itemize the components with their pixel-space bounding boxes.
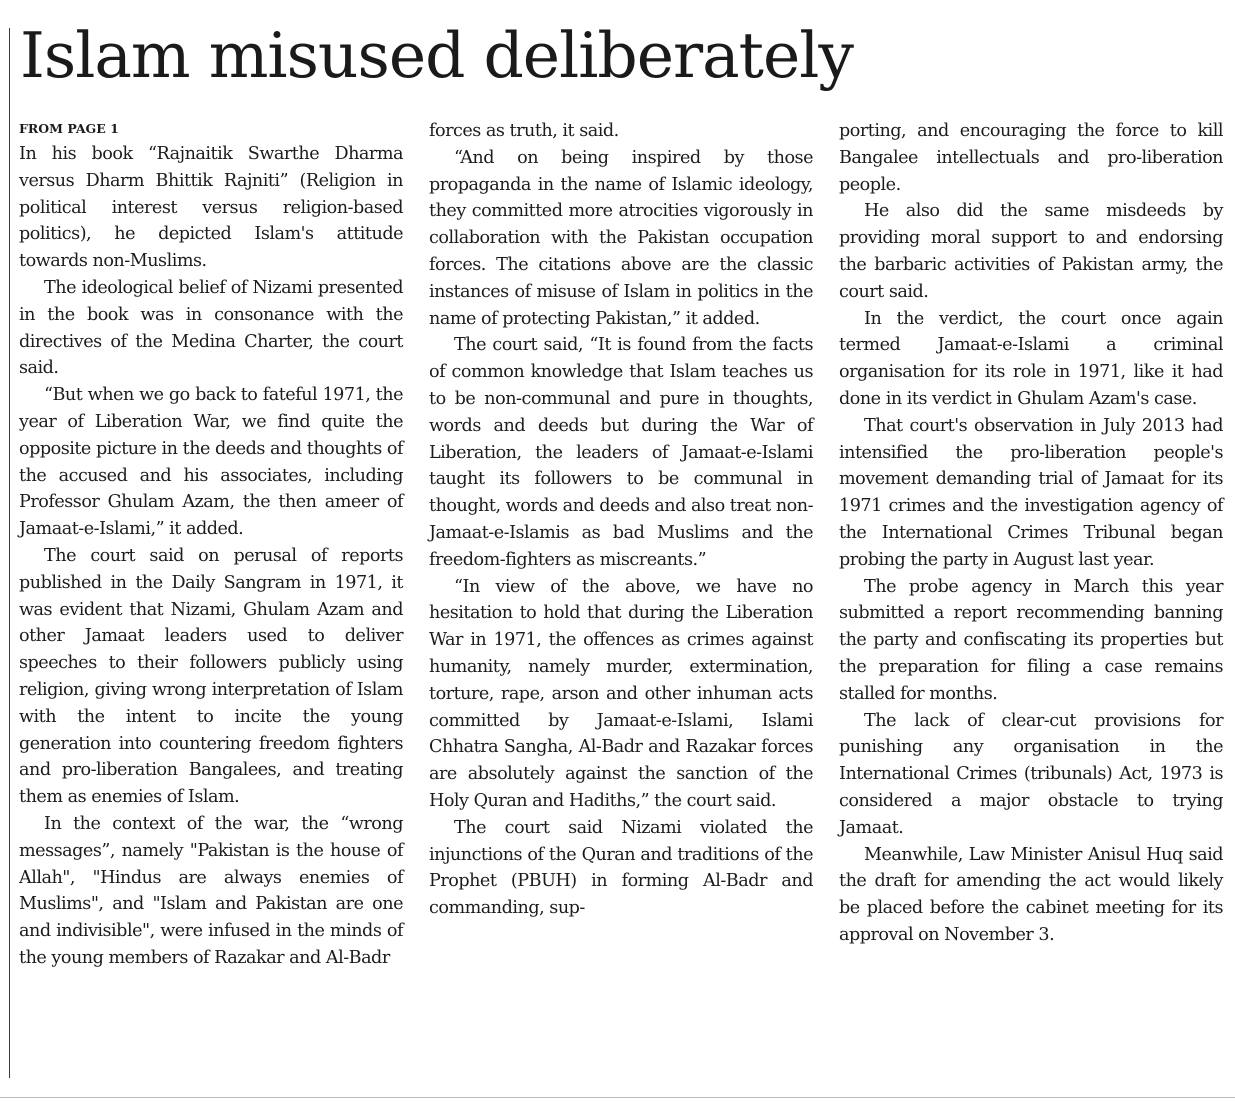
paragraph: The lack of clear-cut provisions for punishing any organisation in the International Crimes (tribunals) Act, 1973 is considered a major obstacle to trying Jamaat.	[839, 710, 1223, 838]
article-column-3	[839, 118, 1223, 949]
paragraph: The ideological belief of Nizami presented in the book was in consonance with the directives of the Medina Charter, the court said.	[19, 277, 403, 379]
paragraph: That court's observation in July 2013 had intensified the pro-liberation people's movement demanding trial of Jamaat for its 1971 crimes and the investigation agency of the International Crimes Tribunal began probing the party in August last year.	[839, 415, 1223, 570]
article-column-1	[19, 116, 403, 972]
paragraph: “In view of the above, we have no hesitation to hold that during the Liberation War in 1971, the offences as crimes against humanity, namely murder, extermination, torture, rape, arson and other inhuman acts committed by Jamaat-e-Islami, Islami Chhatra Sangha, Al-Badr and Razakar forces are absolutely against the sanction of the Holy Quran and Hadiths,” the court said.	[429, 576, 813, 811]
paragraph: In the verdict, the court once again termed Jamaat-e-Islami a criminal organisation for its role in 1971, like it had done in its verdict in Ghulam Azam's case.	[839, 308, 1223, 409]
bottom-border	[0, 1097, 1235, 1098]
paragraph: He also did the same misdeeds by providing moral support to and endorsing the barbaric activities of Pakistan army, the court said.	[839, 201, 1223, 302]
article-column-2	[429, 118, 813, 922]
paragraph: The court said, “It is found from the facts of common knowledge that Islam teaches us to be non-communal and pure in thoughts, words and deeds but during the War of Liberation, the leaders of Jamaat-e-Islami taught its followers to be communal in thought, words and deeds and also treat non-Jamaat-e-Islamis as bad Muslims and the freedom-fighters as miscreants.”	[429, 335, 814, 570]
paragraph: In his book “Rajnaitik Swarthe Dharma versus Dharm Bhittik Rajniti” (Religion in political interest versus religion-based politics), he depicted Islam's attitude towards non-Muslims.	[19, 144, 403, 272]
continuation-kicker: FROM PAGE 1	[19, 121, 119, 136]
paragraph: The probe agency in March this year submitted a report recommending banning the party and confiscating its properties but the preparation for filing a case remains stalled for months.	[839, 576, 1223, 704]
paragraph: Meanwhile, Law Minister Anisul Huq said the draft for amending the act would likely be placed before the cabinet meeting for its approval on November 3.	[839, 844, 1223, 945]
headline: Islam misused deliberately	[20, 19, 853, 92]
paragraph: The court said Nizami violated the injunctions of the Quran and traditions of the Prophet (PBUH) in forming Al-Badr and commanding, sup-	[429, 817, 813, 919]
paragraph: The court said on perusal of reports published in the Daily Sangram in 1971, it was evident that Nizami, Ghulam Azam and other Jamaat leaders used to deliver speeches to their followers publicly using religion, giving wrong interpretation of Islam with the intent to incite the young generation into countering freedom fighters and pro-liberation Bangalees, and treating them as enemies of Islam.	[19, 545, 403, 808]
paragraph: forces as truth, it said.	[429, 121, 619, 141]
paragraph: “And on being inspired by those propaganda in the name of Islamic ideology, they committed more atrocities vigorously in collaboration with the Pakistan occupation forces. The citations above are the classic instances of misuse of Islam in politics in the name of protecting Pakistan,” it added.	[429, 147, 813, 329]
paragraph: “But when we go back to fateful 1971, the year of Liberation War, we find quite the opposite picture in the deeds and thoughts of the accused and his associates, including Professor Ghulam Azam, the then ameer of Jamaat-e-Islami,” it added.	[19, 385, 403, 540]
paragraph: In the context of the war, the “wrong messages”, namely "Pakistan is the house of Allah", "Hindus are always enemies of Muslims", and "Islam and Pakistan are one and indivisible", were infused in the minds of the young members of Razakar and Al-Badr	[19, 813, 403, 968]
paragraph: porting, and encouraging the force to kill Bangalee intellectuals and pro-liberation people.	[839, 121, 1223, 195]
column-rule	[9, 28, 10, 1078]
